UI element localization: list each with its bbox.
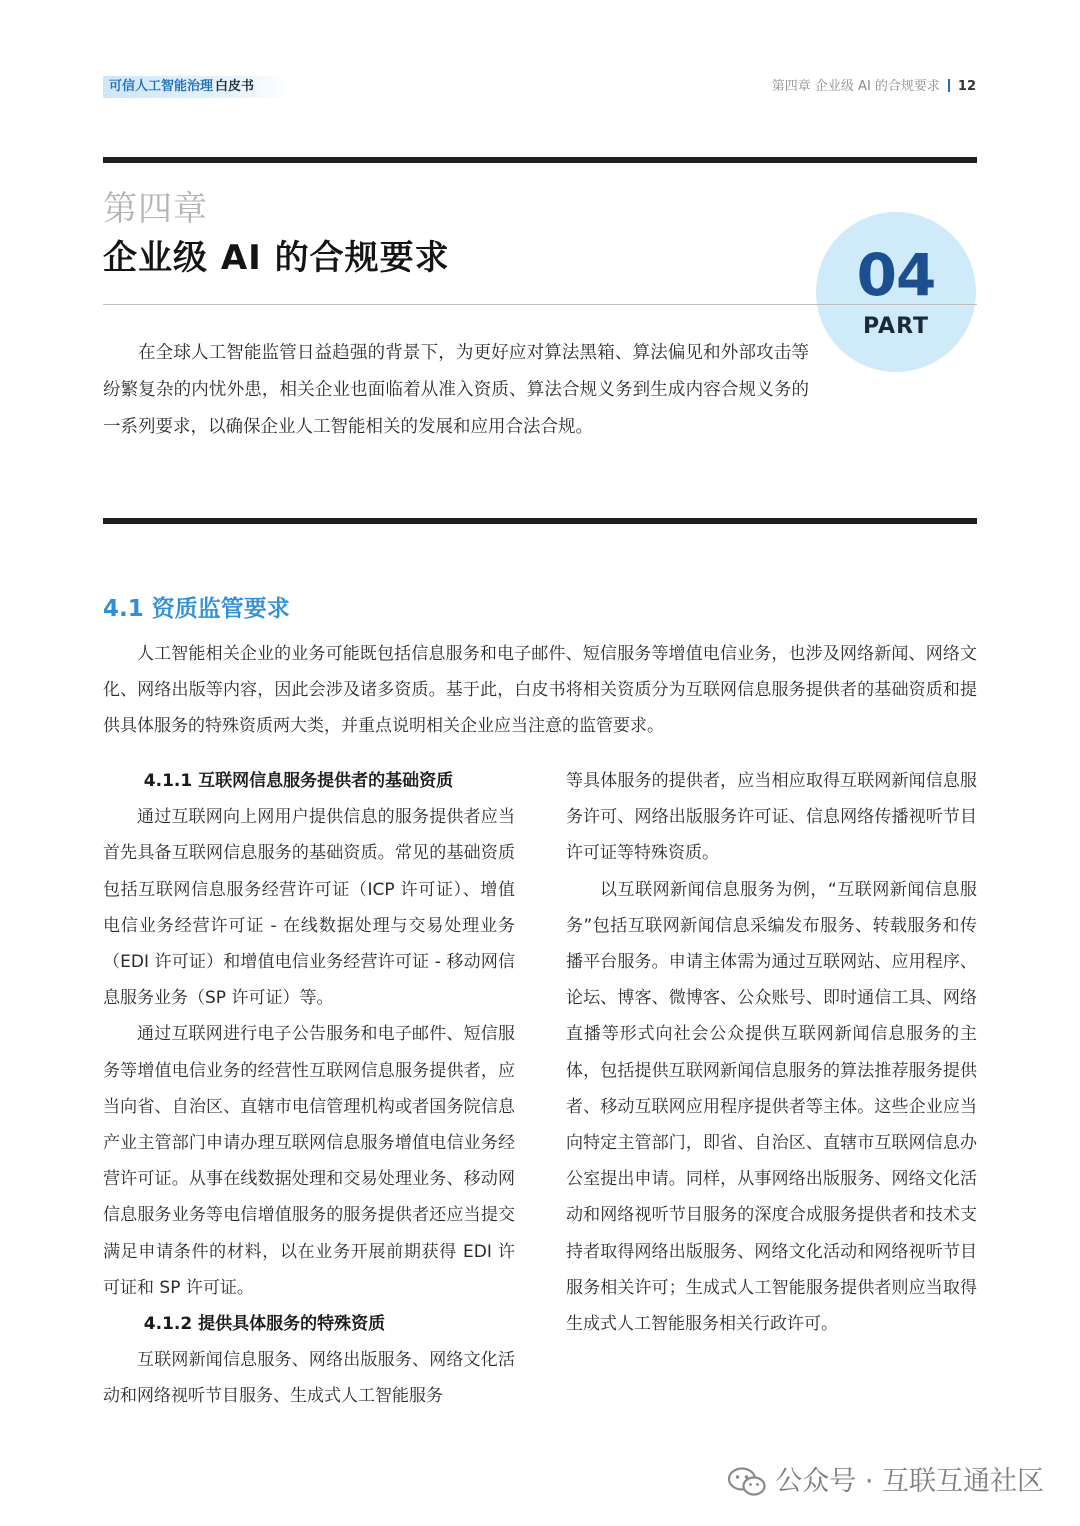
paragraph: 通过互联网进行电子公告服务和电子邮件、短信服务等增值电信业务的经营性互联网信息服务提供者，应当向省、自治区、直辖市电信管理机构或者国务院信息产业主管部门申请办理互联网信息服务增值电信业务经营许可证。从事在线数据处理和交易处理业务、移动网信息服务业务等电信增值服务的服务提供者还应当提交满足申请条件的材料，以在业务开展前期获得 EDI 许可证和 SP 许可证。 (103, 1024, 515, 1298)
right-column (566, 763, 977, 1342)
watermark-text: 公众号 · 互联互通社区 (775, 1466, 1044, 1497)
chapter-intro: 在全球人工智能监管日益趋强的背景下，为更好应对算法黑箱、算法偏见和外部攻击等纷繁复杂的内忧外患，相关企业也面临着从准入资质、算法合规义务到生成内容合规义务的一系列要求，以确保企业人工智能相关的发展和应用合法合规。 (103, 343, 809, 437)
page-number: 12 (957, 79, 976, 94)
part-badge-text: PART (862, 314, 930, 339)
paragraph: 以互联网新闻信息服务为例，“互联网新闻信息服务”包括互联网新闻信息采编发布服务、转载服务和传播平台服务。申请主体需为通过互联网站、应用程序、论坛、博客、微博客、公众账号、即时通信工具、网络直播等形式向社会公众提供互联网新闻信息服务的主体，包括提供互联网新闻信息服务的算法推荐服务提供者、移动互联网应用程序提供者等主体。这些企业应当向特定主管部门，即省、自治区、直辖市互联网信息办公室提出申请。同样，从事网络出版服务、网络文化活动和网络视听节目服务的深度合成服务提供者和技术支持者取得网络出版服务、网络文化活动和网络视听节目服务相关许可；生成式人工智能服务提供者则应当取得生成式人工智能服务相关行政许可。 (566, 879, 977, 1335)
paragraph: 互联网新闻信息服务、网络出版服务、网络文化活动和网络视听节目服务、生成式人工智能服务 (103, 1350, 515, 1407)
top-divider (103, 157, 977, 163)
section-title: 4.1 资质监管要求 (103, 596, 290, 622)
header-tag (103, 76, 289, 98)
header-chapter-text: 第四章 企业级 AI 的合规要求 (771, 79, 940, 94)
chapter-title: 企业级 AI 的合规要求 (103, 238, 450, 278)
watermark (727, 1462, 1044, 1502)
header-tag-primary: 可信人工智能治理 (109, 79, 214, 94)
header-chapter-ref (772, 78, 976, 96)
section-paragraph: 人工智能相关企业的业务可能既包括信息服务和电子邮件、短信服务等增值电信业务，也涉及网络新闻、网络文化、网络出版等内容，因此会涉及诸多资质。基于此，白皮书将相关资质分为互联网信息服务提供者的基础资质和提供具体服务的特殊资质两大类，并重点说明相关企业应当注意的监管要求。 (103, 644, 977, 736)
left-column (103, 763, 515, 1415)
subsection-title-4-1-1: 4.1.1 互联网信息服务提供者的基础资质 (143, 771, 454, 791)
wechat-icon (727, 1466, 767, 1498)
subsection-title-4-1-2: 4.1.2 提供具体服务的特殊资质 (143, 1314, 386, 1335)
header-tag-secondary: 白皮书 (215, 79, 255, 94)
chapter-label: 第四章 (103, 189, 208, 229)
part-badge-number: 04 (856, 241, 936, 309)
paragraph-continued: 等具体服务的提供者，应当相应取得互联网新闻信息服务许可、网络出版服务许可证、信息网络传播视听节目许可证等特殊资质。 (566, 771, 977, 864)
intro-divider (103, 518, 977, 524)
header-divider (948, 79, 950, 92)
paragraph: 通过互联网向上网用户提供信息的服务提供者应当首先具备互联网信息服务的基础资质。常见的基础资质包括互联网信息服务经营许可证（ICP 许可证）、增值电信业务经营许可证 - 在线数据处理与交易处理业务（EDI 许可证）和增值电信业务经营许可证 - 移动网信息服务业务（SP 许可证）等。 (103, 807, 515, 1009)
